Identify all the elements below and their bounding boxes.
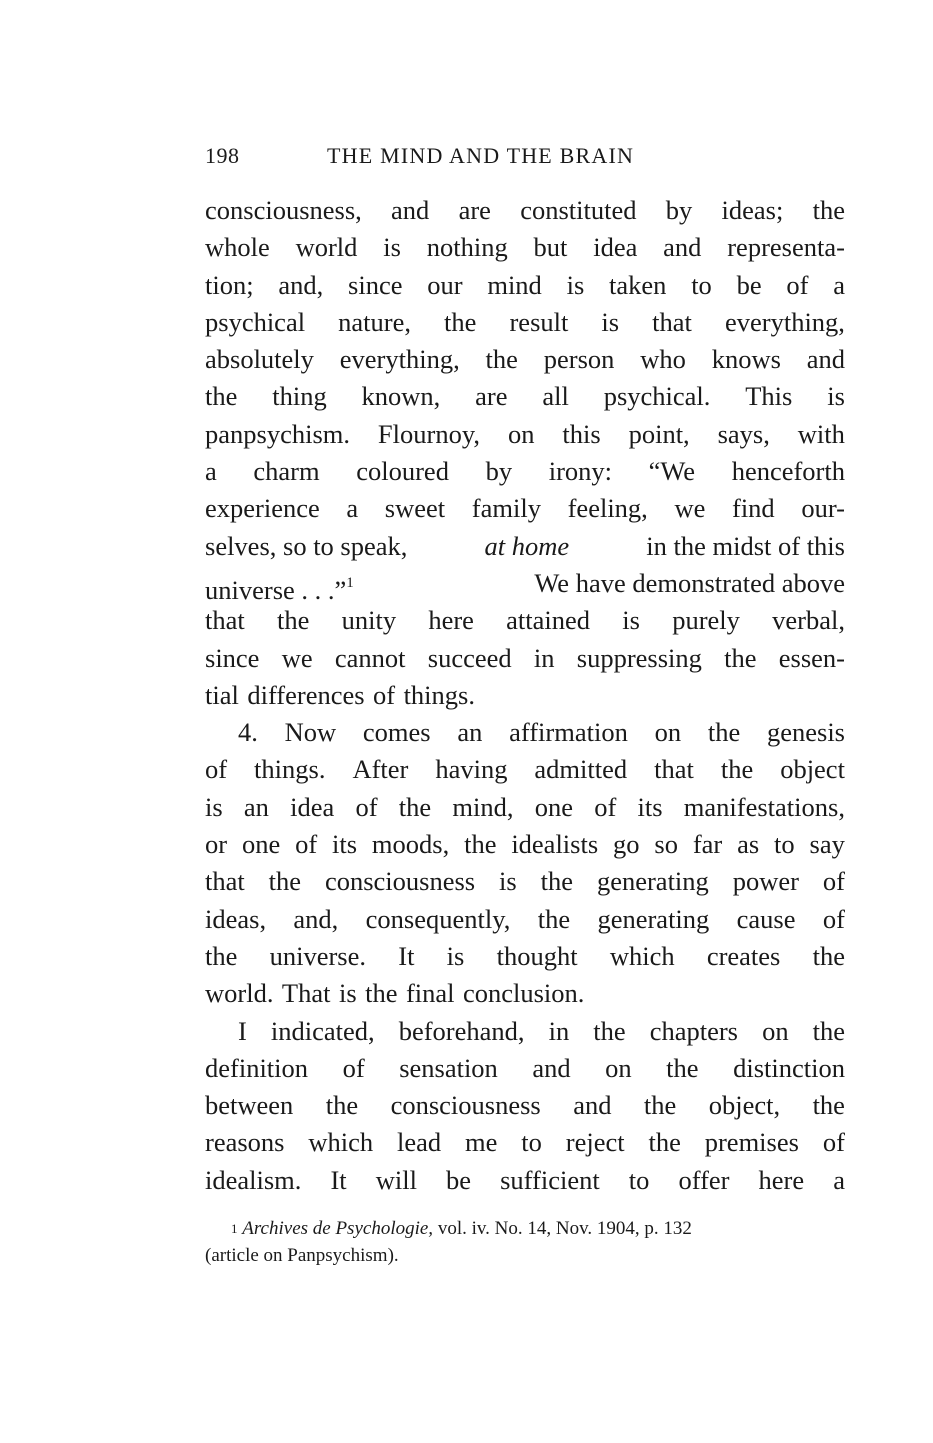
word: irony:	[548, 456, 613, 487]
word: this	[562, 418, 601, 449]
word: an	[243, 791, 269, 822]
word: the	[643, 1090, 677, 1121]
text-line	[205, 975, 845, 1012]
word: all	[542, 381, 569, 412]
word: ideas,	[205, 903, 267, 934]
text-line	[205, 453, 845, 490]
word: be	[736, 269, 762, 300]
word: but	[533, 232, 568, 263]
word: taken	[609, 269, 667, 300]
word: lead	[397, 1127, 442, 1158]
word: suppressing	[576, 642, 702, 673]
word: which	[609, 940, 675, 971]
page-number: 198	[205, 143, 240, 168]
text-line	[205, 901, 845, 938]
word: consciousness	[390, 1090, 541, 1121]
word: sufficient	[500, 1164, 600, 1195]
word: the	[398, 791, 432, 822]
text-line-with-italic	[205, 528, 845, 565]
word: reject	[565, 1127, 625, 1158]
word: succeed	[427, 642, 512, 673]
word: point,	[628, 418, 690, 449]
word: the	[276, 605, 310, 636]
word: that	[654, 754, 694, 785]
word: whole	[205, 232, 270, 263]
word: everything,	[339, 344, 460, 375]
word: the	[666, 1052, 699, 1083]
word: mind,	[452, 791, 514, 822]
word: psychical	[205, 306, 306, 337]
word: of	[822, 903, 845, 934]
word: definition	[205, 1052, 309, 1083]
word: find	[732, 493, 775, 524]
word: genesis	[766, 717, 845, 748]
word: which	[308, 1127, 374, 1158]
footnote-citation: vol. iv. No. 14, Nov. 1904, p. 132	[433, 1218, 692, 1239]
word: a	[833, 1164, 845, 1195]
text-line	[205, 1050, 845, 1087]
running-head	[205, 143, 845, 173]
word: and	[391, 195, 430, 225]
word: representa-	[727, 232, 845, 263]
text-line	[205, 602, 845, 639]
word: tial	[205, 679, 239, 710]
body-text	[205, 192, 845, 1199]
text-line	[205, 789, 845, 826]
word: between	[205, 1090, 294, 1121]
word: as	[737, 829, 760, 860]
word: consciousness,	[205, 195, 362, 225]
word: sensation	[399, 1052, 498, 1083]
word: of	[594, 791, 617, 822]
word: to	[774, 829, 795, 860]
word: the	[812, 940, 845, 971]
text-line	[205, 378, 845, 415]
word: things.	[403, 679, 475, 710]
word: one	[534, 791, 573, 822]
word: is	[383, 232, 401, 263]
word: to	[628, 1164, 650, 1195]
word: says,	[717, 418, 770, 449]
text-line	[205, 751, 845, 788]
word: on	[507, 418, 535, 449]
text-line	[205, 1087, 845, 1124]
text-line	[205, 341, 845, 378]
word: constituted	[520, 195, 637, 225]
word: we	[674, 493, 706, 524]
word: nature,	[338, 306, 411, 337]
word: who	[640, 344, 686, 375]
paragraph-first-line	[205, 1013, 845, 1050]
footnote-reference: 1	[346, 574, 354, 591]
word: will	[375, 1164, 417, 1195]
word: on	[762, 1015, 789, 1046]
word: universe.	[269, 940, 367, 971]
word: indicated,	[270, 1015, 375, 1046]
word: I	[238, 1015, 247, 1046]
word: the	[268, 866, 302, 897]
text-line	[205, 490, 845, 527]
word: the	[648, 1127, 681, 1158]
word: purely	[672, 605, 740, 636]
word: the	[325, 1090, 359, 1121]
word: is	[566, 269, 585, 300]
word: That	[281, 978, 331, 1009]
word: panpsychism.	[205, 418, 350, 449]
word: that	[652, 306, 692, 337]
word: an	[457, 717, 483, 748]
word: premises	[704, 1127, 799, 1158]
word: things.	[254, 754, 326, 785]
word: moods,	[371, 829, 450, 860]
word: idea	[290, 791, 335, 822]
word: object,	[708, 1090, 781, 1121]
word: essen-	[778, 642, 845, 673]
word: me	[465, 1127, 498, 1158]
word: the	[205, 940, 238, 971]
word: the	[593, 1015, 626, 1046]
word: are	[458, 195, 491, 225]
word: idealism.	[205, 1164, 302, 1195]
word: “We	[648, 456, 696, 487]
word: since	[205, 642, 260, 673]
text-line	[205, 863, 845, 900]
footnote-marker: 1	[231, 1221, 238, 1236]
word: chapters	[649, 1015, 738, 1046]
word: since	[348, 269, 403, 300]
word: beforehand,	[398, 1015, 525, 1046]
word: feeling,	[567, 493, 648, 524]
word: by	[485, 456, 513, 487]
paragraph-first-line	[205, 714, 845, 751]
word: the	[365, 978, 398, 1009]
text-line	[205, 640, 845, 677]
word: in	[533, 642, 555, 673]
word: with	[797, 418, 845, 449]
word: object	[780, 754, 845, 785]
word: is	[827, 381, 845, 412]
word: sweet	[384, 493, 446, 524]
word: our	[427, 269, 463, 300]
word: the	[444, 306, 477, 337]
word: Flournoy,	[377, 418, 481, 449]
word: one	[241, 829, 281, 860]
word: is	[622, 605, 640, 636]
word: distinction	[733, 1052, 845, 1083]
word: experience	[205, 493, 320, 524]
word: consciousness	[324, 866, 476, 897]
word: the	[812, 195, 845, 225]
word: of	[205, 754, 228, 785]
italic-phrase: at home	[484, 530, 570, 561]
word: a	[833, 269, 845, 300]
word: of	[786, 269, 809, 300]
word: are	[475, 381, 508, 412]
word: coloured	[356, 456, 449, 487]
word: affirmation	[509, 717, 628, 748]
word: is	[446, 940, 465, 971]
text-line	[205, 677, 845, 714]
word: verbal,	[772, 605, 845, 636]
text-line	[205, 229, 845, 266]
word: This	[745, 381, 793, 412]
word: known,	[361, 381, 441, 412]
word: that	[205, 866, 245, 897]
word: tion;	[205, 269, 254, 300]
word: the	[720, 754, 754, 785]
word: idealists	[511, 829, 599, 860]
footnote-line	[205, 1215, 845, 1242]
text-line	[205, 1162, 845, 1199]
footnote	[205, 1215, 845, 1269]
word: the	[205, 381, 238, 412]
word: and	[532, 1052, 571, 1083]
quote-end	[205, 565, 354, 605]
word: of	[342, 1052, 365, 1083]
word: be	[446, 1164, 472, 1195]
word: generating	[596, 866, 709, 897]
word: to	[521, 1127, 542, 1158]
word: It	[398, 940, 415, 971]
word: thing	[272, 381, 327, 412]
word: consequently,	[365, 903, 511, 934]
word: of	[822, 866, 845, 897]
word: the	[812, 1090, 845, 1121]
word: henceforth	[731, 456, 845, 487]
word: comes	[362, 717, 431, 748]
text-segment: in the midst of this	[639, 530, 845, 561]
word: of	[373, 679, 396, 710]
word: unity	[341, 605, 397, 636]
word: here	[428, 605, 474, 636]
word: and,	[278, 269, 324, 300]
word: cause	[736, 903, 796, 934]
word: mind	[487, 269, 542, 300]
word: It	[330, 1164, 347, 1195]
word: on	[654, 717, 682, 748]
word: the	[485, 344, 518, 375]
word: in	[548, 1015, 570, 1046]
word: a	[205, 456, 217, 487]
running-title: THE MIND AND THE BRAIN	[327, 143, 635, 168]
word: and,	[293, 903, 339, 934]
word: conclusion.	[462, 978, 585, 1009]
word: here	[758, 1164, 805, 1195]
word: power	[732, 866, 799, 897]
word: of	[355, 791, 378, 822]
word: family	[471, 493, 541, 524]
word: final	[405, 978, 455, 1009]
word: charm	[253, 456, 320, 487]
word: world.	[205, 978, 274, 1009]
word: and	[806, 344, 845, 375]
text-line	[205, 192, 845, 229]
word: that	[205, 605, 245, 636]
text-segment: selves, so to speak,	[205, 530, 415, 561]
word: differences	[247, 679, 365, 710]
word: the	[464, 829, 497, 860]
word: of	[822, 1127, 845, 1158]
word: nothing	[426, 232, 508, 263]
word: the	[707, 717, 741, 748]
word: the	[812, 1015, 845, 1046]
word: is	[338, 978, 357, 1009]
word: the	[537, 903, 571, 934]
word: After	[352, 754, 409, 785]
word: a	[346, 493, 359, 524]
text-line	[205, 826, 845, 863]
word: we	[281, 642, 313, 673]
word: absolutely	[205, 344, 314, 375]
word: is	[205, 791, 223, 822]
word: attained	[506, 605, 591, 636]
word: generating	[597, 903, 710, 934]
text-line	[205, 304, 845, 341]
word: cannot	[334, 642, 406, 673]
word: knows	[711, 344, 781, 375]
word: psychical.	[603, 381, 711, 412]
word: is	[601, 306, 620, 337]
word: result	[509, 306, 569, 337]
text-line-with-note-ref	[205, 565, 845, 605]
word: world	[295, 232, 358, 263]
footnote-source: Archives de Psychologie,	[242, 1218, 434, 1239]
word: of	[295, 829, 318, 860]
text-segment: We have demonstrated above	[528, 567, 845, 598]
word: to	[691, 269, 712, 300]
word: having	[435, 754, 508, 785]
word: reasons	[205, 1127, 285, 1158]
word: on	[605, 1052, 632, 1083]
word: idea	[593, 232, 638, 263]
word: 4.	[238, 717, 258, 748]
text-segment: universe . . .”	[205, 574, 347, 605]
word: say	[809, 829, 845, 860]
word: the	[724, 642, 757, 673]
word: thought	[496, 940, 578, 971]
word: its	[332, 829, 358, 860]
word: or	[205, 829, 228, 860]
footnote-line: (article on Panpsychism).	[205, 1245, 399, 1266]
word: offer	[678, 1164, 730, 1195]
word: everything,	[724, 306, 845, 337]
word: its	[637, 791, 663, 822]
word: ideas;	[721, 195, 784, 225]
word: the	[540, 866, 574, 897]
word: and	[573, 1090, 612, 1121]
word: person	[543, 344, 615, 375]
word: go	[613, 829, 640, 860]
word: by	[665, 195, 693, 225]
word: our-	[801, 493, 845, 524]
word: manifestations,	[683, 791, 845, 822]
word: so	[654, 829, 678, 860]
text-line	[205, 1124, 845, 1161]
text-line	[205, 267, 845, 304]
word: creates	[706, 940, 781, 971]
word: and	[663, 232, 702, 263]
text-line	[205, 416, 845, 453]
word: far	[692, 829, 723, 860]
text-line	[205, 938, 845, 975]
word: is	[499, 866, 517, 897]
word: Now	[284, 717, 337, 748]
word: admitted	[534, 754, 628, 785]
